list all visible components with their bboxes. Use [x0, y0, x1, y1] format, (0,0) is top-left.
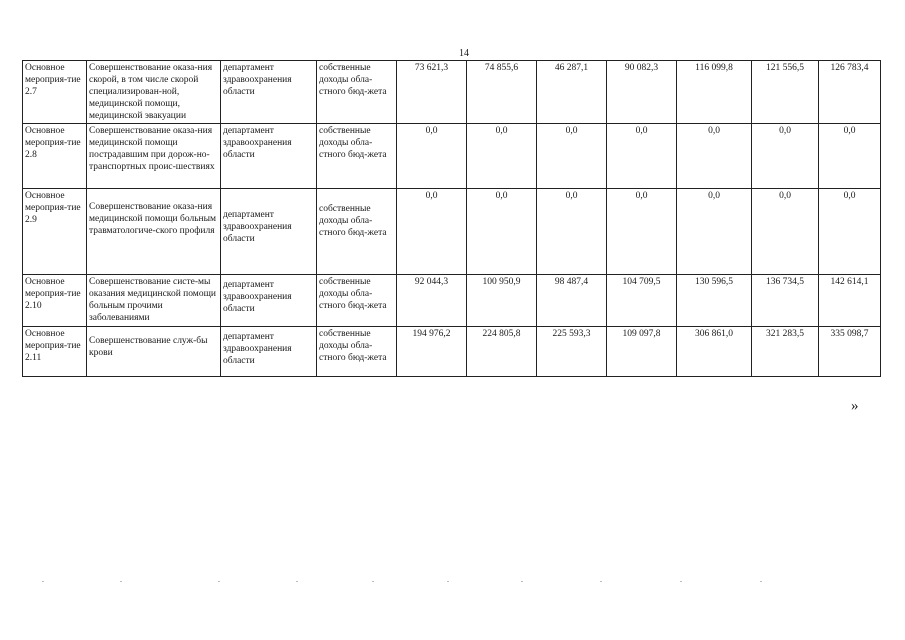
value-cell: 0,0: [467, 124, 537, 189]
value-cell: 224 805,8: [467, 327, 537, 377]
value-cell: 0,0: [397, 189, 467, 275]
event-cell: Основное мероприя-тие 2.7: [23, 61, 87, 124]
value-cell: 0,0: [819, 189, 881, 275]
value-cell: 136 734,5: [752, 275, 819, 327]
source-cell: собственные доходы обла-стного бюд-жета: [317, 327, 397, 377]
event-cell: Основное мероприя-тие 2.8: [23, 124, 87, 189]
value-cell: 335 098,7: [819, 327, 881, 377]
value-cell: 0,0: [677, 124, 752, 189]
value-cell: 0,0: [467, 189, 537, 275]
value-cell: 194 976,2: [397, 327, 467, 377]
event-cell: Основное мероприя-тие 2.9: [23, 189, 87, 275]
department-cell: департамент здравоохранения области: [221, 189, 317, 275]
description-cell: Совершенствование служ-бы крови: [87, 327, 221, 377]
source-cell: собственные доходы обла-стного бюд-жета: [317, 61, 397, 124]
value-cell: 0,0: [397, 124, 467, 189]
page-number: 14: [459, 48, 469, 59]
scan-dot: [218, 581, 220, 582]
source-cell: собственные доходы обла-стного бюд-жета: [317, 124, 397, 189]
value-cell: 0,0: [537, 189, 607, 275]
department-cell: департамент здравоохранения области: [221, 327, 317, 377]
scan-dot: [521, 581, 523, 582]
scan-dot: [120, 581, 122, 582]
value-cell: 98 487,4: [537, 275, 607, 327]
value-cell: 130 596,5: [677, 275, 752, 327]
value-cell: 74 855,6: [467, 61, 537, 124]
value-cell: 0,0: [607, 124, 677, 189]
value-cell: 321 283,5: [752, 327, 819, 377]
description-cell: Совершенствование оказа-ния медицинской помощи пострадавшим при дорож-но-транспортных проис-шествиях: [87, 124, 221, 189]
description-cell: Совершенствование оказа-ния медицинской помощи больным травматологиче-ского профиля: [87, 189, 221, 275]
value-cell: 46 287,1: [537, 61, 607, 124]
value-cell: 142 614,1: [819, 275, 881, 327]
scan-dot: [600, 581, 602, 582]
value-cell: 109 097,8: [607, 327, 677, 377]
scan-dot: [447, 581, 449, 582]
value-cell: 0,0: [677, 189, 752, 275]
value-cell: 104 709,5: [607, 275, 677, 327]
value-cell: 90 082,3: [607, 61, 677, 124]
value-cell: 73 621,3: [397, 61, 467, 124]
scan-dot: [680, 581, 682, 582]
department-cell: департамент здравоохранения области: [221, 61, 317, 124]
table-row: [23, 124, 881, 189]
value-cell: 306 861,0: [677, 327, 752, 377]
budget-table: [22, 60, 881, 377]
table-row: [23, 189, 881, 275]
value-cell: 121 556,5: [752, 61, 819, 124]
table-row: [23, 327, 881, 377]
source-cell: собственные доходы обла-стного бюд-жета: [317, 275, 397, 327]
value-cell: 126 783,4: [819, 61, 881, 124]
value-cell: 100 950,9: [467, 275, 537, 327]
value-cell: 116 099,8: [677, 61, 752, 124]
value-cell: 0,0: [752, 124, 819, 189]
department-cell: департамент здравоохранения области: [221, 124, 317, 189]
value-cell: 92 044,3: [397, 275, 467, 327]
value-cell: 0,0: [819, 124, 881, 189]
event-cell: Основное мероприя-тие 2.10: [23, 275, 87, 327]
event-cell: Основное мероприя-тие 2.11: [23, 327, 87, 377]
scan-dot: [372, 581, 374, 582]
scan-dot: [296, 581, 298, 582]
closing-quote: »: [851, 398, 859, 414]
description-cell: Совершенствование систе-мы оказания медицинской помощи больным прочими заболеваниями: [87, 275, 221, 327]
department-cell: департамент здравоохранения области: [221, 275, 317, 327]
scan-dot: [760, 581, 762, 582]
scan-dot: [42, 581, 44, 582]
value-cell: 0,0: [752, 189, 819, 275]
value-cell: 225 593,3: [537, 327, 607, 377]
value-cell: 0,0: [607, 189, 677, 275]
table-row: [23, 275, 881, 327]
source-cell: собственные доходы обла-стного бюд-жета: [317, 189, 397, 275]
table-row: [23, 61, 881, 124]
description-cell: Совершенствование оказа-ния скорой, в том числе скорой специализирован-ной, медицинской помощи, медицинской эвакуации: [87, 61, 221, 124]
value-cell: 0,0: [537, 124, 607, 189]
